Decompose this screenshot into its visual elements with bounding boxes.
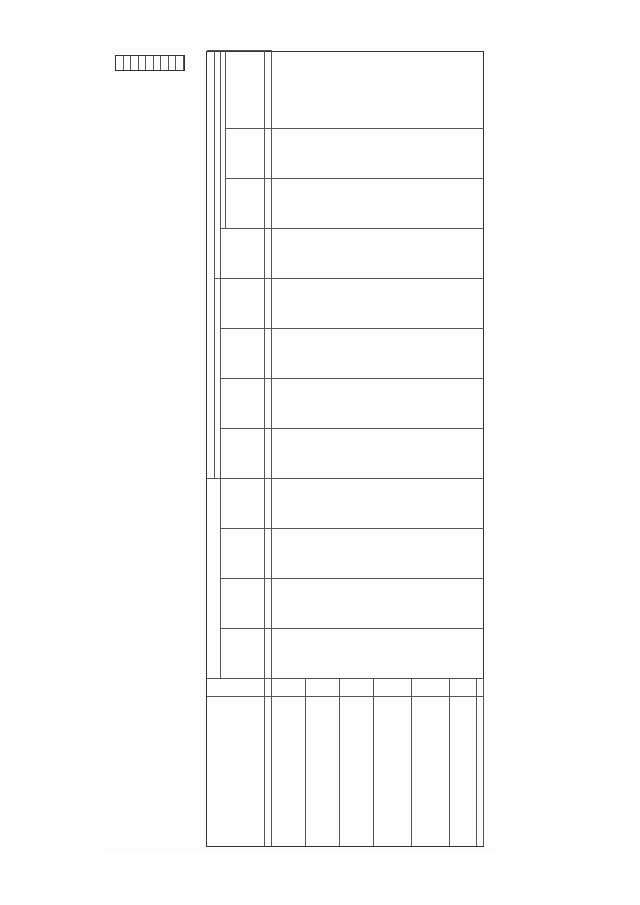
row-6-name xyxy=(450,696,477,846)
col-header-14 xyxy=(226,50,265,128)
codes-box-value-7 xyxy=(169,56,177,70)
codes-box-value-1 xyxy=(124,56,132,70)
codes-box-value-5 xyxy=(154,56,162,70)
row-1-name xyxy=(272,696,306,846)
row-2-name xyxy=(306,696,340,846)
column-line-10 xyxy=(272,278,484,328)
codes-box-value-8 xyxy=(176,56,184,70)
row-total-code xyxy=(477,678,484,696)
column-number-8 xyxy=(265,378,272,428)
col-header-7 xyxy=(221,428,265,478)
column-number-1 xyxy=(265,696,272,846)
column-number-11 xyxy=(265,228,272,278)
column-number-13 xyxy=(265,128,272,178)
col-header-3 xyxy=(221,628,265,678)
codes-box-value-2 xyxy=(131,56,139,70)
codes-box-value-4 xyxy=(146,56,154,70)
header-name-column xyxy=(207,696,265,846)
row-5-name xyxy=(412,696,450,846)
col-header-5 xyxy=(221,528,265,578)
column-line-4 xyxy=(272,578,484,628)
column-line-13 xyxy=(272,128,484,178)
row-total-name xyxy=(477,696,484,846)
row-4-name xyxy=(374,696,412,846)
codes-box-value-3 xyxy=(139,56,147,70)
column-number-14 xyxy=(265,50,272,128)
col-header-13 xyxy=(226,128,265,178)
header-group-a xyxy=(207,478,221,678)
column-line-12 xyxy=(272,178,484,228)
col-header-8 xyxy=(221,378,265,428)
column-line-3 xyxy=(272,628,484,678)
header-group-b xyxy=(207,50,215,478)
col-header-11 xyxy=(221,228,265,278)
data-table xyxy=(206,51,484,847)
column-line-8 xyxy=(272,378,484,428)
col-header-6 xyxy=(221,478,265,528)
row-4-code xyxy=(374,678,412,696)
col-header-4 xyxy=(221,578,265,628)
column-line-5 xyxy=(272,528,484,578)
col-header-9 xyxy=(221,328,265,378)
column-number-2 xyxy=(265,678,272,696)
column-number-4 xyxy=(265,578,272,628)
column-number-7 xyxy=(265,428,272,478)
column-number-6 xyxy=(265,478,272,528)
column-number-12 xyxy=(265,178,272,228)
rotated-form xyxy=(103,47,495,853)
column-number-3 xyxy=(265,628,272,678)
row-6-code xyxy=(450,678,477,696)
codes-box-title xyxy=(116,56,124,70)
row-5-code xyxy=(412,678,450,696)
codes-box xyxy=(115,55,185,71)
column-number-9 xyxy=(265,328,272,378)
row-2-code xyxy=(306,678,340,696)
row-3-code xyxy=(340,678,374,696)
row-1-code xyxy=(272,678,306,696)
col-header-12 xyxy=(226,178,265,228)
column-line-6 xyxy=(272,478,484,528)
row-3-name xyxy=(340,696,374,846)
codes-box-value-6 xyxy=(161,56,169,70)
column-number-10 xyxy=(265,278,272,328)
column-line-11 xyxy=(272,228,484,278)
column-line-9 xyxy=(272,328,484,378)
column-number-5 xyxy=(265,528,272,578)
col-header-10 xyxy=(221,278,265,328)
scanned-page xyxy=(103,47,495,853)
header-code-column xyxy=(207,678,265,696)
column-line-7 xyxy=(272,428,484,478)
